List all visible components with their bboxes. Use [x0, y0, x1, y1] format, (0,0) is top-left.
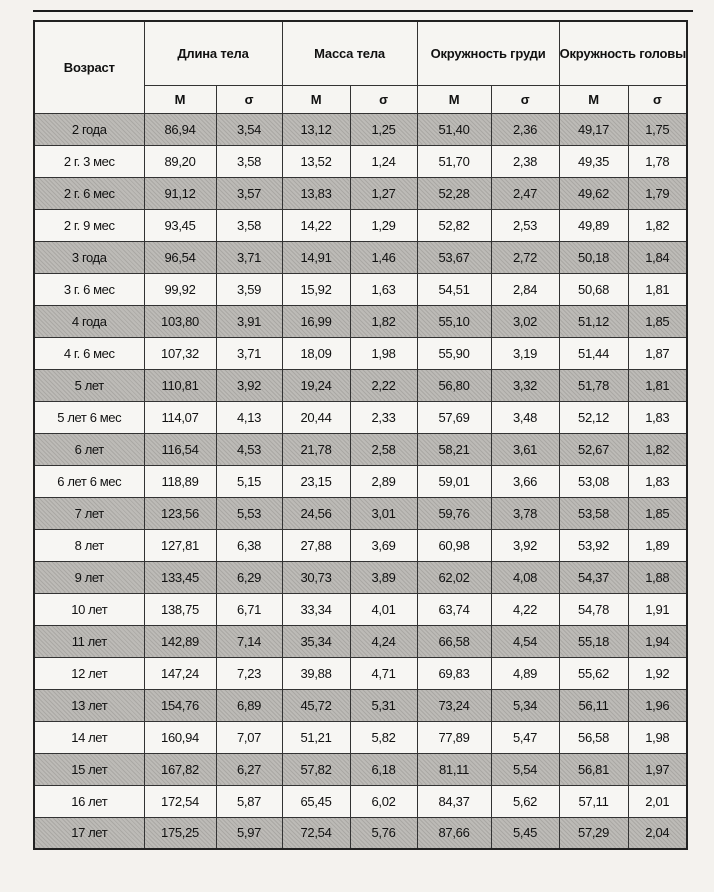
top-rule: [33, 10, 693, 12]
cell-mass-mean: 16,99: [282, 305, 350, 337]
cell-length-sigma: 5,97: [216, 817, 282, 849]
table-row: [34, 465, 687, 497]
cell-length-mean: 93,45: [144, 209, 216, 241]
cell-mass-sigma: 1,46: [350, 241, 417, 273]
table-row: [34, 241, 687, 273]
cell-mass-mean: 18,09: [282, 337, 350, 369]
cell-mass-sigma: 1,98: [350, 337, 417, 369]
cell-head-sigma: 1,92: [628, 657, 687, 689]
cell-length-mean: 99,92: [144, 273, 216, 305]
cell-mass-mean: 14,22: [282, 209, 350, 241]
cell-age: 4 года: [34, 305, 144, 337]
cell-head-mean: 49,89: [559, 209, 628, 241]
cell-head-mean: 56,11: [559, 689, 628, 721]
cell-head-mean: 57,11: [559, 785, 628, 817]
cell-chest-mean: 56,80: [417, 369, 491, 401]
cell-age: 14 лет: [34, 721, 144, 753]
table-row: [34, 401, 687, 433]
cell-mass-sigma: 5,82: [350, 721, 417, 753]
cell-mass-sigma: 1,24: [350, 145, 417, 177]
cell-length-mean: 167,82: [144, 753, 216, 785]
cell-age: 7 лет: [34, 497, 144, 529]
cell-age: 8 лет: [34, 529, 144, 561]
cell-chest-sigma: 5,62: [491, 785, 559, 817]
header-mean: М: [417, 85, 491, 113]
cell-head-sigma: 2,04: [628, 817, 687, 849]
cell-head-sigma: 2,01: [628, 785, 687, 817]
cell-length-mean: 160,94: [144, 721, 216, 753]
header-sigma: σ: [216, 85, 282, 113]
table-row: [34, 497, 687, 529]
cell-length-mean: 91,12: [144, 177, 216, 209]
cell-head-mean: 49,17: [559, 113, 628, 145]
cell-chest-sigma: 5,34: [491, 689, 559, 721]
cell-mass-mean: 65,45: [282, 785, 350, 817]
cell-length-mean: 114,07: [144, 401, 216, 433]
table-row: [34, 209, 687, 241]
table-row: [34, 561, 687, 593]
cell-head-sigma: 1,78: [628, 145, 687, 177]
cell-head-mean: 50,68: [559, 273, 628, 305]
cell-length-sigma: 6,29: [216, 561, 282, 593]
cell-head-sigma: 1,82: [628, 433, 687, 465]
cell-chest-mean: 73,24: [417, 689, 491, 721]
cell-age: 2 г. 9 мес: [34, 209, 144, 241]
header-mean: М: [282, 85, 350, 113]
cell-chest-sigma: 5,45: [491, 817, 559, 849]
cell-mass-sigma: 4,24: [350, 625, 417, 657]
cell-mass-mean: 30,73: [282, 561, 350, 593]
cell-length-sigma: 3,54: [216, 113, 282, 145]
cell-head-sigma: 1,83: [628, 401, 687, 433]
cell-head-mean: 56,81: [559, 753, 628, 785]
cell-length-sigma: 7,07: [216, 721, 282, 753]
cell-head-sigma: 1,87: [628, 337, 687, 369]
cell-head-mean: 55,62: [559, 657, 628, 689]
cell-head-sigma: 1,85: [628, 305, 687, 337]
cell-chest-mean: 62,02: [417, 561, 491, 593]
cell-chest-sigma: 3,61: [491, 433, 559, 465]
cell-mass-mean: 51,21: [282, 721, 350, 753]
cell-chest-sigma: 3,32: [491, 369, 559, 401]
cell-length-sigma: 7,23: [216, 657, 282, 689]
cell-chest-mean: 55,10: [417, 305, 491, 337]
cell-length-sigma: 6,38: [216, 529, 282, 561]
cell-chest-sigma: 3,92: [491, 529, 559, 561]
cell-length-mean: 147,24: [144, 657, 216, 689]
cell-chest-mean: 51,40: [417, 113, 491, 145]
cell-mass-mean: 24,56: [282, 497, 350, 529]
table-row: [34, 689, 687, 721]
cell-chest-sigma: 4,22: [491, 593, 559, 625]
cell-mass-sigma: 2,22: [350, 369, 417, 401]
cell-age: 6 лет 6 мес: [34, 465, 144, 497]
cell-mass-mean: 39,88: [282, 657, 350, 689]
cell-length-mean: 89,20: [144, 145, 216, 177]
cell-head-sigma: 1,96: [628, 689, 687, 721]
cell-head-mean: 53,08: [559, 465, 628, 497]
cell-head-mean: 50,18: [559, 241, 628, 273]
cell-head-mean: 52,67: [559, 433, 628, 465]
cell-mass-mean: 35,34: [282, 625, 350, 657]
table-row: [34, 145, 687, 177]
cell-head-mean: 56,58: [559, 721, 628, 753]
cell-age: 17 лет: [34, 817, 144, 849]
header-mean: М: [144, 85, 216, 113]
cell-head-sigma: 1,81: [628, 369, 687, 401]
table-row: [34, 337, 687, 369]
cell-length-mean: 96,54: [144, 241, 216, 273]
cell-age: 2 года: [34, 113, 144, 145]
cell-head-sigma: 1,97: [628, 753, 687, 785]
cell-age: 5 лет: [34, 369, 144, 401]
cell-chest-mean: 69,83: [417, 657, 491, 689]
table-row: [34, 529, 687, 561]
cell-head-mean: 53,92: [559, 529, 628, 561]
cell-mass-mean: 13,12: [282, 113, 350, 145]
cell-chest-mean: 52,28: [417, 177, 491, 209]
cell-chest-sigma: 2,72: [491, 241, 559, 273]
cell-head-mean: 54,78: [559, 593, 628, 625]
header-mean: М: [559, 85, 628, 113]
cell-chest-mean: 59,76: [417, 497, 491, 529]
table-row: [34, 657, 687, 689]
cell-head-mean: 55,18: [559, 625, 628, 657]
cell-head-mean: 52,12: [559, 401, 628, 433]
table-body: [34, 113, 687, 849]
cell-chest-sigma: 5,54: [491, 753, 559, 785]
cell-length-sigma: 4,53: [216, 433, 282, 465]
cell-mass-sigma: 1,63: [350, 273, 417, 305]
cell-chest-sigma: 5,47: [491, 721, 559, 753]
cell-chest-sigma: 3,02: [491, 305, 559, 337]
cell-chest-sigma: 2,36: [491, 113, 559, 145]
header-body-length: Длина тела: [144, 21, 282, 85]
cell-length-mean: 127,81: [144, 529, 216, 561]
cell-chest-sigma: 3,66: [491, 465, 559, 497]
cell-length-mean: 123,56: [144, 497, 216, 529]
cell-mass-sigma: 4,71: [350, 657, 417, 689]
header-sigma: σ: [350, 85, 417, 113]
cell-head-sigma: 1,84: [628, 241, 687, 273]
cell-head-mean: 54,37: [559, 561, 628, 593]
cell-length-sigma: 3,71: [216, 241, 282, 273]
cell-mass-mean: 45,72: [282, 689, 350, 721]
cell-head-mean: 57,29: [559, 817, 628, 849]
cell-chest-sigma: 2,84: [491, 273, 559, 305]
cell-length-sigma: 3,58: [216, 209, 282, 241]
cell-head-sigma: 1,79: [628, 177, 687, 209]
cell-length-sigma: 4,13: [216, 401, 282, 433]
table-row: [34, 177, 687, 209]
cell-age: 13 лет: [34, 689, 144, 721]
cell-head-mean: 51,44: [559, 337, 628, 369]
cell-head-sigma: 1,94: [628, 625, 687, 657]
cell-age: 16 лет: [34, 785, 144, 817]
cell-head-mean: 51,78: [559, 369, 628, 401]
cell-age: 9 лет: [34, 561, 144, 593]
cell-mass-sigma: 6,18: [350, 753, 417, 785]
cell-age: 3 г. 6 мес: [34, 273, 144, 305]
cell-chest-mean: 54,51: [417, 273, 491, 305]
cell-length-mean: 142,89: [144, 625, 216, 657]
cell-head-mean: 49,62: [559, 177, 628, 209]
cell-chest-mean: 58,21: [417, 433, 491, 465]
cell-chest-mean: 53,67: [417, 241, 491, 273]
cell-head-sigma: 1,88: [628, 561, 687, 593]
cell-head-sigma: 1,85: [628, 497, 687, 529]
cell-age: 2 г. 6 мес: [34, 177, 144, 209]
cell-length-mean: 172,54: [144, 785, 216, 817]
cell-head-sigma: 1,83: [628, 465, 687, 497]
table-row: [34, 625, 687, 657]
cell-chest-sigma: 2,38: [491, 145, 559, 177]
cell-length-sigma: 3,71: [216, 337, 282, 369]
cell-mass-mean: 27,88: [282, 529, 350, 561]
cell-length-sigma: 5,15: [216, 465, 282, 497]
cell-mass-mean: 23,15: [282, 465, 350, 497]
cell-mass-sigma: 3,89: [350, 561, 417, 593]
cell-length-mean: 118,89: [144, 465, 216, 497]
cell-mass-mean: 14,91: [282, 241, 350, 273]
cell-head-sigma: 1,75: [628, 113, 687, 145]
cell-head-mean: 53,58: [559, 497, 628, 529]
cell-length-mean: 154,76: [144, 689, 216, 721]
cell-mass-sigma: 2,89: [350, 465, 417, 497]
cell-length-sigma: 3,57: [216, 177, 282, 209]
cell-mass-sigma: 1,29: [350, 209, 417, 241]
cell-mass-sigma: 3,69: [350, 529, 417, 561]
cell-chest-sigma: 3,19: [491, 337, 559, 369]
cell-length-mean: 103,80: [144, 305, 216, 337]
header-body-mass: Масса тела: [282, 21, 417, 85]
cell-chest-mean: 63,74: [417, 593, 491, 625]
cell-age: 6 лет: [34, 433, 144, 465]
cell-chest-mean: 87,66: [417, 817, 491, 849]
cell-chest-sigma: 3,48: [491, 401, 559, 433]
cell-chest-sigma: 2,47: [491, 177, 559, 209]
cell-chest-mean: 52,82: [417, 209, 491, 241]
cell-chest-mean: 60,98: [417, 529, 491, 561]
cell-chest-mean: 55,90: [417, 337, 491, 369]
cell-length-sigma: 6,89: [216, 689, 282, 721]
cell-length-sigma: 3,92: [216, 369, 282, 401]
cell-mass-mean: 21,78: [282, 433, 350, 465]
cell-length-mean: 133,45: [144, 561, 216, 593]
cell-mass-sigma: 4,01: [350, 593, 417, 625]
cell-head-sigma: 1,82: [628, 209, 687, 241]
cell-chest-mean: 57,69: [417, 401, 491, 433]
cell-length-mean: 110,81: [144, 369, 216, 401]
table-row: [34, 817, 687, 849]
cell-age: 3 года: [34, 241, 144, 273]
cell-chest-mean: 81,11: [417, 753, 491, 785]
cell-length-sigma: 5,87: [216, 785, 282, 817]
cell-mass-sigma: 5,76: [350, 817, 417, 849]
table-row: [34, 305, 687, 337]
cell-chest-mean: 77,89: [417, 721, 491, 753]
header-chest-circumference: Окружность груди: [417, 21, 559, 85]
cell-length-mean: 175,25: [144, 817, 216, 849]
cell-length-mean: 138,75: [144, 593, 216, 625]
cell-mass-mean: 57,82: [282, 753, 350, 785]
cell-chest-sigma: 3,78: [491, 497, 559, 529]
cell-length-sigma: 3,91: [216, 305, 282, 337]
cell-mass-mean: 15,92: [282, 273, 350, 305]
cell-mass-sigma: 6,02: [350, 785, 417, 817]
cell-length-sigma: 6,27: [216, 753, 282, 785]
cell-age: 5 лет 6 мес: [34, 401, 144, 433]
cell-head-sigma: 1,98: [628, 721, 687, 753]
cell-mass-sigma: 1,27: [350, 177, 417, 209]
cell-length-sigma: 3,58: [216, 145, 282, 177]
table-row: [34, 433, 687, 465]
cell-mass-mean: 33,34: [282, 593, 350, 625]
cell-mass-sigma: 2,58: [350, 433, 417, 465]
cell-head-sigma: 1,81: [628, 273, 687, 305]
header-row-groups: [34, 21, 687, 85]
header-head-circumference: Окружность головы: [559, 21, 687, 85]
cell-mass-sigma: 3,01: [350, 497, 417, 529]
table-row: [34, 753, 687, 785]
cell-chest-sigma: 4,08: [491, 561, 559, 593]
cell-age: 4 г. 6 мес: [34, 337, 144, 369]
cell-mass-mean: 72,54: [282, 817, 350, 849]
cell-length-sigma: 6,71: [216, 593, 282, 625]
table-row: [34, 785, 687, 817]
cell-length-sigma: 3,59: [216, 273, 282, 305]
header-sigma: σ: [628, 85, 687, 113]
cell-mass-mean: 20,44: [282, 401, 350, 433]
table-row: [34, 273, 687, 305]
table-row: [34, 369, 687, 401]
cell-age: 10 лет: [34, 593, 144, 625]
cell-mass-sigma: 1,82: [350, 305, 417, 337]
table-row: [34, 593, 687, 625]
cell-mass-mean: 19,24: [282, 369, 350, 401]
cell-chest-mean: 59,01: [417, 465, 491, 497]
cell-age: 12 лет: [34, 657, 144, 689]
cell-mass-sigma: 2,33: [350, 401, 417, 433]
header-age: Возраст: [34, 21, 144, 113]
cell-length-mean: 86,94: [144, 113, 216, 145]
cell-age: 11 лет: [34, 625, 144, 657]
cell-chest-mean: 84,37: [417, 785, 491, 817]
cell-mass-sigma: 1,25: [350, 113, 417, 145]
cell-chest-mean: 66,58: [417, 625, 491, 657]
cell-length-mean: 116,54: [144, 433, 216, 465]
cell-head-sigma: 1,89: [628, 529, 687, 561]
cell-head-mean: 49,35: [559, 145, 628, 177]
cell-mass-sigma: 5,31: [350, 689, 417, 721]
growth-table: [33, 20, 688, 850]
table-row: [34, 113, 687, 145]
cell-chest-mean: 51,70: [417, 145, 491, 177]
cell-chest-sigma: 4,54: [491, 625, 559, 657]
cell-head-mean: 51,12: [559, 305, 628, 337]
cell-age: 2 г. 3 мес: [34, 145, 144, 177]
cell-mass-mean: 13,52: [282, 145, 350, 177]
cell-length-sigma: 5,53: [216, 497, 282, 529]
table-row: [34, 721, 687, 753]
cell-head-sigma: 1,91: [628, 593, 687, 625]
cell-mass-mean: 13,83: [282, 177, 350, 209]
header-sigma: σ: [491, 85, 559, 113]
cell-length-mean: 107,32: [144, 337, 216, 369]
cell-chest-sigma: 2,53: [491, 209, 559, 241]
cell-length-sigma: 7,14: [216, 625, 282, 657]
cell-chest-sigma: 4,89: [491, 657, 559, 689]
cell-age: 15 лет: [34, 753, 144, 785]
